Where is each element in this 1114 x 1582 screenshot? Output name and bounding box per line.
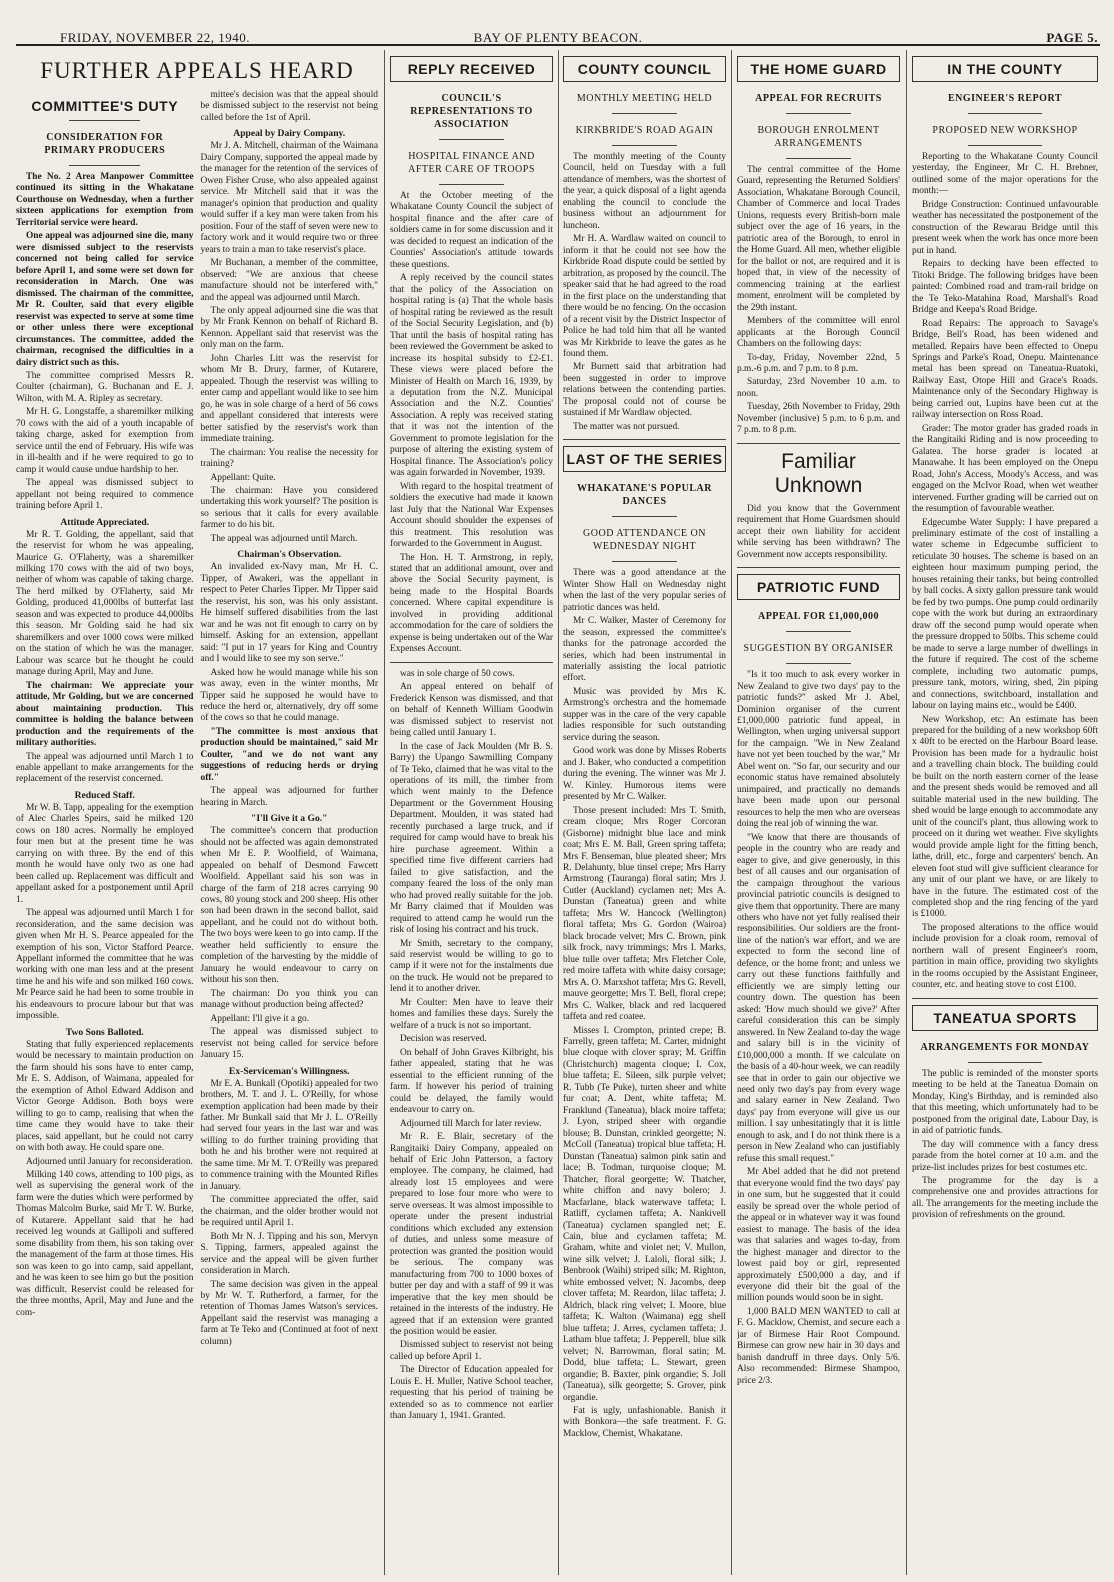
column-4 <box>563 50 726 1575</box>
divider <box>737 567 900 568</box>
paragraph: Those present included: Mrs T. Smith, cream cloque; Mrs Roger Corcoran (Gisborne) midnight blue lace and mink coat; Mrs E. M. Ball, Green spring taffeta; Mrs F. Benseman, blue pleated sheer; Mrs R. Delahunty, blue tinsel crepe; Mrs Harry Armstrong (Tauranga) floral satin; Mrs J. Cutler (Auckland) cyclamen net; Mrs A. Dunstan (Taneatua) green and white taffeta; Mrs W. Hancock (Wellington) floral taffeta; Mrs G. Gordon (Wairoa) black brocade velvet; Mrs C. Brown, pink silk frock, navy trimmings; Mrs I. Marks, blue tulle over taffeta; Mrs Fletcher Cole, red moire taffeta with white daisy corsage; Mrs A. O. Marxshot taffeta; Mrs G. Revell, mauve georgette; Mrs T. Bell, floral crepe; Mrs C. Walker, black and red lacquered taffeta and red coatee. <box>563 805 726 1023</box>
paragraph: "We know that there are thousands of people in the country who are ready and eager to give, and give generously, in this best of all causes and our organisation of the campaign throughout the various provincial patriotic councils is designed to give them that opportunity. There are many others who have not yet fully realised their responsibilities. Our soldiers are the front-line of the nation's war effort, and we are expected to form the second line of defence, or the home front; and unless we carry out these functions faithfully and efficiently we are simply letting our country down. The question has been asked: 'How much should we give?' After careful consideration this can be simply answered. In New Zealand to-day the wage and salary bill is in the vicinity of £10,000,000 a month. If we calculate on the basis of a 40-hour week, we can readily see that in order to gain our objective we need only two day's pay from every wage and salary earner in New Zealand. Two days' pay from everyone will give us our million. I say unhesitatingly that it is little enough to ask, and I do not think there is a person in New Zealand who can justifiably refuse this small request." <box>737 832 900 1164</box>
paragraph: The proposed alterations to the office would include provision for a cloak room, removal of northern wall of present Engineer's room, partition in main office, providing two skylights in the rooms occupied by the Assistant Engineer, counter, etc. and heating stove to cost £100. <box>912 922 1098 991</box>
divider <box>612 561 677 562</box>
paragraph: An appeal entered on behalf of Frederick Kenson was dismissed, and that on behalf of Kenneth William Goodwin was dismissed subject to reservist not being called until January 1. <box>390 682 553 739</box>
appeals-right-column <box>201 90 379 1350</box>
appeals-article <box>16 50 378 1575</box>
taneatua-heading: TANEATUA SPORTS <box>912 1005 1098 1031</box>
divider <box>912 998 1098 999</box>
paragraph: The only appeal adjourned sine die was that by Mr Frank Kennon on behalf of Richard B. Kennon. Appellant said that reservist was the only man on the farm. <box>200 305 378 351</box>
divider <box>737 443 900 444</box>
divider <box>968 145 1042 146</box>
paragraph: Road Repairs: The approach to Savage's Bridge, Bell's Road, has been widened and metalled. Repairs have been effected to Onepu Springs and Parke's Road, Onepu. Maintenance metal has been spread on Taneatua-Ruatoki, Railway East, Otope Hill and Grace's Roads. Maintenance only of the Secondary Highway is being carried out, Lupins have been cut at the railway intersection on Ross Road. <box>912 318 1098 421</box>
last-series-body <box>563 568 726 1440</box>
paragraph: At the October meeting of the Whakatane County Council the subject of hospital finance and the after care of soldiers came in for some discussion and it was decided to request an indication of the Counties' Association's attitude towards these questions. <box>390 191 553 270</box>
column-rule <box>558 50 559 1575</box>
paragraph: The Hon. H. T. Armstrong, in reply, stated that an additional amount, over and above the Social Security payment, is being made to the Hospital Boards concerned. Where capital expenditure is involved in providing additional accommodation for the care of soldiers the expense is being undertaken out of the War Expenses Account. <box>390 552 553 655</box>
divider <box>786 631 851 632</box>
paragraph: Mr W. B. Tapp, appealing for the exemption of Alec Charles Speirs, said he milked 120 cows on 180 acres. Normally he employed four men but at the present time he was carrying on with three. By the end of this month he would have only two as one had been called up. Replacement was difficult and appellant asked for a postponement until April 1. <box>16 802 194 905</box>
divider <box>968 1062 1042 1063</box>
divider <box>390 662 553 663</box>
section-subhead: "I'll Give it a Go." <box>251 813 328 825</box>
paragraph: Mr R. E. Blair, secretary of the Rangitaiki Dairy Company, appealed on behalf of Eric John Patterson, a factory employee. The company, he claimed, had already lost 15 employees and were prepared to lose four more who were to serve overseas. It was almost impossible to operate under the present industrial conditions which excluded any extension of duties, and unless some measure of protection was granted the position would be serious. The company was manufacturing from 700 to 1000 boxes of butter per day and with a staff of 99 it was imperative that the key men should be retained in the interests of the industry. He agreed that if an extension were granted the position would be easier. <box>390 1132 553 1337</box>
reply-subheading-2: HOSPITAL FINANCE AND AFTER CARE OF TROOPS <box>408 151 535 175</box>
paragraph: A reply received by the council states that the policy of the Association on hospital rating is (a) That the whole basis of hospital rating be reviewed as the result of the Social Security Legislation, and (b) That until the basis of hospital rating has been reviewed the Government be asked to increase its hospital subsidy to £2-£1. These views were placed before the Minister of Health on March 16, 1939, by a deputation from the N.Z. Municipal Association and the N.Z. Counties' Association. A reply was received stating that it was not the intention of the Government to promote legislation for the purpose of altering the existing system of Hospital finance. The Association's policy was again forwarded in November, 1939. <box>390 273 553 479</box>
paragraph: Mr J. A. Mitchell, chairman of the Waimana Dairy Company, supported the appeal made by the manager for the retention of the services of Owen Fisher Cruse, who also appealed against service. Mr Mitchell said that it was the manager's opinion that production and quality would suffer if a key man were taken from his position. Four of the staff of seven were new to factory work and it would require two or three years to train a man to take reservist's place. <box>200 141 378 255</box>
paragraph: Asked how he would manage while his son was away, even in the winter months, Mr Tipper said he supposed he would have to reduce the herd or, alternatively, dry off some of the cows so that he could manage. <box>200 667 378 724</box>
paragraph: Mr H. G. Longstaffe, a sharemilker milking 70 cows with the aid of a youth incapable of taking charge, asked for exemption from service until the end of February. His wife was in ill-health and if he were required to go to camp it would cause undue hardship to her. <box>16 407 194 475</box>
paragraph: The appeal was adjourned until March 1 for reconsideration, and the same decision was given when Mr H. S. Pearce appealed for the exemption of his son, Victor Stafford Pearce. Appellant informed the committee that he was working with one man less and at the present time he and his wife and son milked 160 cows. Mr Pearce said he had been to some trouble in his endeavours to procure labour but that was impossible. <box>16 908 194 1022</box>
paragraph: The appeal was dismissed subject to reservist not being called for service before January 15. <box>200 1027 378 1061</box>
masthead <box>16 24 1100 46</box>
patriotic-heading: PATRIOTIC FUND <box>737 574 900 600</box>
paragraph: Milking 140 cows, attending to 100 pigs, as well as supervising the general work of the farm were the duties which were performed by Thomas Malcolm Burke, said Mr T. W. Burke, of Kutarere. Appellant said that he had received leg wounds at Gallipoli and suffered some disability from them, his son taking over the management of the farm at those times. His son was keen to go into camp, said appellant, and he was keen to see him go but the position was difficult. Reservist could be released for the three months, April, May and June and the com- <box>16 1169 194 1318</box>
paragraph: Mr H. A. Wardlaw waited on council to inform it that he could not see how the Kirkbride Road dispute could be settled by arbitration, as proposed by the council. The speaker said that he had agreed to the road in the first place on the understanding that there would be no fencing. On the occasion of a recent visit by the District Inspector of Police he had told him that all he wanted was Mr Kirkbride to leave the gates as he found them. <box>563 234 726 359</box>
appeals-left-body <box>16 172 194 1319</box>
divider <box>786 113 851 114</box>
paragraph: Decision was reserved. <box>400 1034 487 1045</box>
county-subheading: MONTHLY MEETING HELD <box>576 93 713 104</box>
paragraph: The monthly meeting of the County Council, held on Tuesday with a full attendance of members, was the shortest of the year, a quick disposal of a light agenda enabling the council to conclude the business without an adjournment for luncheon. <box>563 152 726 231</box>
in-county-body <box>912 152 1098 992</box>
familiar-unknown-body <box>737 504 900 561</box>
paragraph: "Is it too much to ask every worker in New Zealand to give two days' pay to the patriotic funds?" asked Mr J. Abel, Dominion organiser of the current £1,000,000 patriotic fund appeal, in Wellington, when urging universal support for the campaign. "We in New Zealand have not yet been touched by the war," Mr Abel went on. "So far, our security and our economic status have remained absolutely unimpaired, and practically no demands have been made upon our personal resources to help the men who are overseas doing the real job of winning the war. <box>737 670 900 830</box>
home-guard-subheading: APPEAL FOR RECRUITS <box>755 93 882 104</box>
appeals-subheading: CONSIDERATION FOR PRIMARY PRODUCERS <box>44 132 166 156</box>
reply-heading: REPLY RECEIVED <box>390 56 553 82</box>
last-series-subheading: WHAKATANE'S POPULAR DANCES <box>577 483 712 508</box>
home-guard-subheading-2: BOROUGH ENROLMENT ARRANGEMENTS <box>757 125 880 149</box>
section-subhead: Appeal by Dairy Company. <box>233 128 346 140</box>
paragraph: The Director of Education appealed for Louis E. H. Muller, Native School teacher, requesting that his period of training be extended so as to commence not earlier than January 1, 1941. Granted. <box>390 1365 553 1422</box>
paragraph: The public is reminded of the monster sports meeting to be held at the Taneatua Domain on Monday, King's Birthday, and is reminded also that this meeting, which unfortunately had to be postponed from the original date, Labour Day, is in aid of patriotic funds. <box>912 1068 1098 1137</box>
paragraph: Mr Buchanan, a member of the committee, observed: "We are anxious that cheese manufacture should not be interfered with," and the appeal was adjourned until March. <box>200 258 378 303</box>
taneatua-body <box>912 1069 1098 1222</box>
paragraph: The appeal was adjourned until March 1 to enable appellant to make arrangements for the replacement of the reservist concerned. <box>16 751 194 785</box>
newspaper-title: BAY OF PLENTY BEACON. <box>473 30 643 45</box>
paragraph: Stating that fully experienced replacements would be necessary to maintain production on the farm should his sons have to enter camp, Mr E. S. Addison, of Waimana, appealed for the exemption of Athol Edward Addison and Victor George Addison. Both boys were willing to go to camp, realising that when the time came they would have to take their places, said appellant, but he could not carry on with both away. He could spare one. <box>16 1039 194 1154</box>
paragraph: The chairman: Do you think you can manage without production being affected? <box>200 988 378 1011</box>
patriotic-body <box>737 670 900 1387</box>
last-series-subheading-2: GOOD ATTENDANCE ON WEDNESDAY NIGHT <box>583 528 706 553</box>
reply-body <box>390 191 553 656</box>
section-subhead: Chairman's Observation. <box>237 549 342 561</box>
issue-date: FRIDAY, NOVEMBER 22, 1940. <box>60 30 250 45</box>
paragraph: Music was provided by Mrs K. Armstrong's orchestra and the homemade supper was in the care of the very capable ladies responsible for such outstanding service during the season. <box>563 686 726 743</box>
paragraph: With regard to the hospital treatment of soldiers the executive had made it known last July that the National War Expenses Account should shoulder the expenses of this treatment. This resolution was forwarded to the Government in August. <box>390 481 553 550</box>
divider <box>786 158 851 159</box>
reply-subheading: COUNCIL'S REPRESENTATIONS TO ASSOCIATION <box>410 93 533 130</box>
paragraph: The committee appreciated the offer, said the chairman, and the older brother would not be required until April 1. <box>200 1195 378 1229</box>
county-body <box>563 152 726 433</box>
paragraph: Mr R. T. Golding, the appellant, said that the reservist for whom he was appealing, Maurice G. O'Flaherty, was a sharemilker milking 170 cows with the aid of two boys, neither of whom was capable of taking charge. The herd milked by O'Flaherty, said Mr Golding, produced 41,000lbs of butterfat last season and was expected to produce 44,000lbs this season. Mr Golding said he had six sharemilkers and over 1000 cows were milked on the station of which he was the manager. Labour was scarce but he thought he could manage during April, May and June. <box>16 529 194 678</box>
paragraph: "The committee is most anxious that production should be maintained," said Mr Coulter, "and we do not want any suggestions of reducing herds or drying off." <box>200 726 378 783</box>
section-subhead: Attitude Appreciated. <box>60 516 150 528</box>
paragraph: The No. 2 Area Manpower Committee continued its sitting in the Whakatane Courthouse on Wednesday, when a further sixteen applications for exemption from Territorial service were heard. <box>16 172 194 228</box>
paragraph: Appellant: I'll give it a go. <box>210 1013 310 1024</box>
paragraph: Fat is ugly, unfashionable. Banish it with Bonkora—the safe treatment. F. G. Macklow, Chemist, Whakatane. <box>563 1406 726 1439</box>
paragraph: The appeal was adjourned for further hearing in March. <box>200 786 378 808</box>
paragraph: The committee's concern that production should not be affected was again demonstrated when Mr E. P. Woolfield, of Waimana, appealed on behalf of Desmond Fawcett Woolfield. Appellant said his son was in charge of the farm of 218 acres carrying 90 cows, 80 young stock and 200 sheep. His other son had been drawn in the second ballot, said appellant, and he could not do without both. The two boys were keen to go into camp. If the weather held sufficiently to ensure the completion of the harvesting by the middle of January he would endeavour to carry on without his son then. <box>200 826 378 986</box>
paragraph: Members of the committee will enrol applicants at the Borough Council Chambers on the following days: <box>737 316 900 350</box>
paragraph: The same decision was given in the appeal by Mr W. T. Rutherford, a farmer, for the retention of Thomas James Watson's services. Appellant said the reservist was managing a farm at Te Teko and (Continued at foot of next column) <box>200 1279 378 1347</box>
paragraph: There was a good attendance at the Winter Show Hall on Wednesday night when the last of the very popular series of patriotic dances was held. <box>563 568 726 613</box>
paragraph: In the case of Jack Moulden (Mr B. S. Barry) the Upango Sawmilling Company of Te Teko, claimed that he was vital to the operations of its mill, the timber from which went mainly to the Defence Department or the Government Housing Department. Moulden, it was stated had recently purchased a large truck, and if required for camp would have to break his hire purchase agreement. Within a specified time five different carriers had failed to give satisfaction, and the company feared the loss of the only man who had proved really suitable for the job. Mr Barry claimed that if Moulden was required to attend camp he would run the risk of losing his contract and his truck. <box>390 741 553 936</box>
paragraph: Good work was done by Misses Roberts and J. Baker, who conducted a competition during the evening. The winner was Mr J. W. Kinley. Humorous items were presented by Mr C. Walker. <box>563 746 726 803</box>
familiar-unknown-heading: Familiar Unknown <box>774 449 863 497</box>
column-3 <box>390 50 553 1575</box>
paragraph: An invalided ex-Navy man, Mr H. C. Tipper, of Awakeri, was the appellant in respect to Peter Charles Tipper. Mr Tipper said the reservist, his son, was his only assistant. He himself suffered disabilities from the last war and he was not fit enough to carry on by himself. Asking for an extension, appellant said: "I put in 17 years for King and Country and I would like to see my son serve." <box>200 562 378 665</box>
home-guard-body <box>737 165 900 437</box>
column-5 <box>737 50 900 1575</box>
paragraph: Reporting to the Whakatane County Council yesterday, the Engineer, Mr C. H. Brebner, outlined some of the major operations for the month:— <box>912 152 1098 197</box>
paragraph: To-day, Friday, November 22nd, 5 p.m.-6 p.m. and 7 p.m. to 8 p.m. <box>737 352 900 374</box>
paragraph: Tuesday, 26th November to Friday, 29th November (inclusive) 5 p.m. to 6 p.m. and 7 p.m. to 8 p.m. <box>737 402 900 436</box>
divider <box>968 113 1042 114</box>
paragraph: The chairman: Have you considered undertaking this work yourself? The position is so serious that it calls for every available farmer to do his bit. <box>200 486 378 531</box>
column-rule <box>906 50 907 1575</box>
taneatua-subheading: ARRANGEMENTS FOR MONDAY <box>920 1041 1090 1053</box>
paragraph: The matter was not pursued. <box>573 421 680 432</box>
page-number: PAGE 5. <box>1046 30 1098 45</box>
paragraph: The chairman: You realise the necessity for training? <box>200 447 378 470</box>
paragraph: The programme for the day is a comprehensive one and provides attractions for all. The arrangements for the meeting include the provision of refreshments on the ground. <box>912 1175 1098 1221</box>
paragraph: The appeal was dismissed subject to appellant not being required to commence training before April 1. <box>16 478 194 512</box>
paragraph: was in sole charge of 50 cows. <box>400 668 515 679</box>
paragraph: Dismissed subject to reservist not being called up before April 1. <box>390 1340 553 1362</box>
paragraph: The chairman: We appreciate your attitude, Mr Golding, but we are concerned about maintaining production. This committee is holding the balance between production and the requirements of the military authorities. <box>16 680 194 749</box>
paragraph: Saturday, 23rd November 10 a.m. to noon. <box>737 377 900 399</box>
appeals-right-body <box>201 90 379 1348</box>
paragraph: The committee comprised Messrs R. Coulter (chairman), G. Buchanan and E. J. Wilton, with M. A. Ripley as secretary. <box>16 370 194 404</box>
divider <box>786 663 851 664</box>
appeals-continued-body <box>390 669 553 1423</box>
column-rule <box>384 50 385 1575</box>
paragraph: Mr Abel added that he did not pretend that everyone would find the two days' pay in one sum, but he suggested that it could easily be spread over the whole period of the appeal or in whatever way it was found easiest to manage. The basis of the idea was that salaries and wages to-day, from the highest manager and director to the lowest paid boy or girl, represented approximately £500,000 a day, and if everyone did their bit the goal of the million pounds would soon be in sight. <box>737 1167 900 1304</box>
divider <box>69 165 140 166</box>
paragraph: Grader: The motor grader has graded roads in the Rangitaiki Riding and is now proceeding to Galatea. The horse grader is located at Manawahe. It has been employed on the Onepu Road, John's Access, Moody's Access, and was engaged on the McIvor Road, when wet weather intervened. Further grading will be carried out on the resumption of favourable weather. <box>912 423 1098 515</box>
section-subhead: Ex-Serviceman's Willingness. <box>228 1065 350 1077</box>
in-county-subheading-2: PROPOSED NEW WORKSHOP <box>932 125 1078 136</box>
county-subheading-2: KIRKBRIDE'S ROAD AGAIN <box>575 125 714 136</box>
paragraph: The appeal was adjourned until March. <box>210 533 358 544</box>
paragraph: Adjourned until January for reconsideration. <box>26 1156 193 1167</box>
divider <box>439 184 504 185</box>
section-subhead: Two Sons Balloted. <box>65 1026 144 1038</box>
patriotic-subheading: APPEAL FOR £1,000,000 <box>757 611 880 623</box>
in-county-heading: IN THE COUNTY <box>912 56 1098 82</box>
paragraph: Mr Burnett said that arbitration had been suggested in order to improve relations between the contending parties. The proposal could not of course be sustained if Mr Wardlaw objected. <box>563 362 726 419</box>
paragraph: Adjourned till March for later review. <box>400 1118 542 1129</box>
paragraph: John Charles Litt was the reservist for whom Mr B. Drury, farmer, of Kutarere, appealed. Though the reservist was willing to enter camp and appellant would like to see him go, he was in sole charge of a herd of 56 cows and appellant considered that interests were better satisfied by the reservist's work than immediate training. <box>200 353 378 445</box>
appeals-banner: FURTHER APPEALS HEARD <box>40 58 354 83</box>
in-county-subheading: ENGINEER'S REPORT <box>947 93 1062 104</box>
divider <box>563 439 726 440</box>
appeals-left-column <box>16 90 194 1350</box>
paragraph: Appellant: Quite. <box>210 472 276 483</box>
column-6 <box>912 50 1098 1575</box>
patriotic-subheading-2: SUGGESTION BY ORGANISER <box>743 643 894 655</box>
paragraph: Both Mr N. J. Tipping and his son, Mervyn S. Tipping, farmers, appealed against the service and the appeal will be given further consideration in March. <box>200 1231 378 1277</box>
appeals-heading: COMMITTEE'S DUTY <box>31 98 179 114</box>
paragraph: Edgecumbe Water Supply: I have prepared a preliminary estimate of the cost of installing a water scheme in Edgecumbe sufficient to reticulate 30 houses. The scheme is based on an eighteen hour maximum pumping period, the houses retaining their tanks, but being controlled by ball cocks. A sixty gallon pressure tank would be fed by two pumps. One pump could ordinarily cope with the work but during an extraordinary draw off the second pump would operate when the pressure dropped to 50lbs. This scheme could be made to serve a large number of dwellings in the future if required. The cost of the scheme complete, including two automatic pumps, pressure tank, motors, wiring, shed, 2in piping and connections, switchboard, installation and labour on laying mains etc., would be £400. <box>912 517 1098 712</box>
divider <box>69 120 140 121</box>
paragraph: The day will commence with a fancy dress parade from the hotel corner at 10 a.m. and the prize-list includes prizes for best costumes etc. <box>912 1139 1098 1173</box>
paragraph: One appeal was adjourned sine die, many were dismissed subject to the reservists concerned not being called for service before April 1, and some were set down for reconsideration in March. One was dismissed. The chairman of the committee, Mr R. Coulter, said that every eligible reservist was expected to serve at some time or other unless there were exceptional circumstances. The committee, added the chairman, recognised the difficulties in a dairy district such as this. <box>16 231 194 368</box>
paragraph: Mr C. Walker, Master of Ceremony for the season, expressed the committee's thanks for the patronage accorded the series, which had been instrumental in materially assisting the local patriotic effort. <box>563 616 726 684</box>
paragraph: Mr Coulter: Men have to leave their homes and families these days. Surely the welfare of a truck is not so important. <box>390 997 553 1031</box>
paragraph: Mr E. A. Bunkall (Opotiki) appealed for two brothers, M. T. and J. L. O'Reilly, for whose exemption application had been made by their father. Mr Bunkall said that Mr J. L. O'Reilly had served four years in the last war and was willing to do further training providing that both he and his brother were not required at the same time. Mr M. T. O'Reilly was prepared to commence training with the Mounted Rifles in January. <box>200 1078 378 1192</box>
paragraph: mittee's decision was that the appeal should be dismissed subject to the reservist not being called before the 1st of April. <box>200 90 378 123</box>
paragraph: 1,000 BALD MEN WANTED to call at F. G. Macklow, Chemist, and secure each a jar of Birmese Hair Root Compound. Birmese can grow new hair in 30 days and banish dandruff in three days. Only 5/6. Also recommended: Birmese Shampoo, price 2/3. <box>737 1306 900 1386</box>
divider <box>612 516 677 517</box>
paragraph: Bridge Construction: Continued unfavourable weather has necessitated the postponement of the construction of the Rewarau Bridge until this present week when the work has once more been put in hand. <box>912 199 1098 256</box>
paragraph: Mr Smith, secretary to the company, said reservist would be willing to go to camp if it were not for the instalments due on the truck. He would not be prepared to lend it to another driver. <box>390 938 553 995</box>
divider <box>612 145 677 146</box>
divider <box>439 139 504 140</box>
divider <box>612 113 677 114</box>
section-subhead: Reduced Staff. <box>74 789 135 801</box>
paragraph: Misses I. Crompton, printed crepe; B. Farrelly, green taffeta; M. Carter, midnight blue cloque with clover spray; M. Griffin (Christchurch) magenta cloque; I. Cox, blue taffeta; E. Sileen, silk purple velvet; R. Tubb (Te Puke), turten sheer and white fur coat; A. Dent, white taffeta; M. Franklund (Taneatua), black moire taffeta; J. Lyon, striped sheer with organdie blouse; B. Dunstan, crinkled georgette; N. McColl (Taneatua) tropical blue taffeta; H. Dunstan (Taneatua) salmon pink satin and lace; B. Todman, turquoise cloque; M. Thatcher, floral georgette; W. Thatcher, white chiffon and navy bolero; J. Macfarlane, black waterwave taffeta; I. Ratliff, cyclamen taffeta; A. Nankivell (Taneatua) cyclamen spangled net; E. Cain, blue and cyclamen taffeta; M. Graham, white and violet net; V. Mullon, wine silk velvet; J. Laloli, floral silk; J. Benbrook (Waihi) striped silk; M. Righton, white embossed velvet; N. Jacombs, deep clover taffeta; M. Reardon, lilac taffeta; J. Aldrich, black ring velvet; I. Moore, blue taffeta; K. Walton (Waimana) egg shell blue taffeta; J. Arres, cyclamen taffeta; J. Latham blue taffeta; J. Pepperell, blue silk velvet; N. Barrowman, floral satin; M. Dodd, blue taffeta; L. Stewart, green organdie; B. Baxter, pink organdie; S. Joll (Taneatua), silk georgette; S. Grover, pink organdie. <box>563 1025 726 1403</box>
column-rule <box>731 50 732 1575</box>
last-series-heading: LAST OF THE SERIES <box>563 446 726 472</box>
home-guard-heading: THE HOME GUARD <box>737 56 900 82</box>
paragraph: The central committee of the Home Guard, representing the Returned Soldiers' Association, Whakatane Borough Council, Chamber of Commerce and local Trades Unions, requests every British-born male subject over the age of 16 years, in the patriotic area of the Borough, to enrol in the Home Guard. All men, whether eligible for the ballot or not, are required and it is hoped that, in view of the necessity of commencing training at the earliest moment, enrolment will be completed by the 29th instant. <box>737 165 900 313</box>
paragraph: New Workshop, etc: An estimate has been prepared for the building of a new workshop 60ft x 40ft to be erected on the Harbour Board lease. Provision has been made for a hydraulic hoist and a travelling chain block. The building could be built on the north eastern corner of the lease and the present sheds would be removed and all suitable material used in the new building. The shed would be large enough to accommodate any unit of the council's plant, thus allowing work to proceed on it during wet weather. Five skylights would provide ample light for the fitting bench, lathe, drill, etc., forge and carpenters' bench. An eleven foot stud will give sufficient clearance for any unit of our plant we have, or are likely to have in the future. The estimated cost of the completed shop and the ring fencing of the yard is £1000. <box>912 714 1098 920</box>
paragraph: Did you know that the Government requirement that Home Guardsmen should accept their own liability for accident while serving has been withdrawn? The Government now accepts responsibility. <box>737 503 900 560</box>
paragraph: Repairs to decking have been effected to Titoki Bridge. The following bridges have been painted: Combined road and tram-rail bridge on the Te Teko-Matahina Road, Marshall's Road Bridge and Keepa's Road Bridge. <box>912 259 1098 316</box>
county-heading: COUNTY COUNCIL <box>563 56 726 82</box>
paragraph: On behalf of John Graves Kilbright, his father appealed, stating that he was essential to the efficient running of the farm. If however his period of training could be delayed, the family would endeavour to carry on. <box>390 1047 553 1116</box>
